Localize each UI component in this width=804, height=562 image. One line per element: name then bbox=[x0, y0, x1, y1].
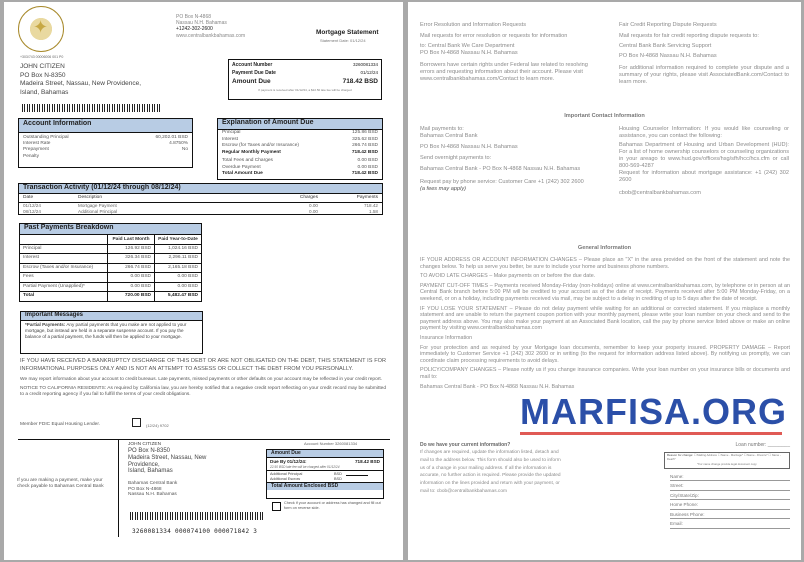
cell: 0.00 bbox=[309, 203, 318, 208]
text-line: PO Box N-4868 Nassau N.H. Bahamas bbox=[619, 53, 717, 59]
cell: 5,482.47 BSD bbox=[155, 292, 202, 302]
form-text: If changes are required, update the information listed, detach and mail to the address below. This form should also be used to inform us of a change in your mailing address. If all the information is accurate, no further action is required. Please provide the updated information on the lines provided and return with your payment, or mail to: cbob@centralbankbahamas.com bbox=[420, 450, 561, 495]
watermark-underline bbox=[520, 432, 782, 435]
cell: 2,296.11 BSD bbox=[155, 254, 202, 264]
table-header-row bbox=[20, 235, 202, 245]
account-information-box bbox=[18, 118, 193, 168]
address-line: Providence, bbox=[128, 461, 160, 468]
star-icon: ✦ bbox=[33, 17, 49, 37]
row-value: No bbox=[181, 147, 188, 153]
recipient-name: JOHN CITIZEN bbox=[20, 63, 65, 70]
cell: 0.00 BSD bbox=[155, 282, 202, 292]
form-title: Do we have your current information? bbox=[420, 442, 511, 449]
email-link: cbob@centralbankbahamas.com bbox=[619, 190, 701, 196]
mail-payments-section bbox=[420, 126, 590, 193]
additional-escrow-input[interactable] bbox=[346, 477, 368, 481]
text-line: to: Central Bank We Care Department bbox=[420, 43, 515, 49]
general-title: General Information bbox=[577, 245, 632, 251]
column-header: Date bbox=[23, 195, 34, 200]
row-value: 4.8750% bbox=[169, 141, 188, 147]
coupon-address bbox=[128, 442, 206, 498]
watermark: MARFISA.ORG bbox=[520, 391, 787, 433]
due-date-label: Payment Due Date bbox=[232, 70, 276, 76]
form-field[interactable] bbox=[670, 473, 790, 482]
section-title: Explanation of Amount Due bbox=[218, 119, 382, 130]
cell: 1.58 bbox=[369, 208, 378, 214]
bank-logo bbox=[18, 6, 64, 52]
text-line: Bahamas Central Bank - PO Box N-4868 Nassau N.H. Bahamas bbox=[420, 166, 581, 172]
row-value: 125.86 BSD bbox=[352, 130, 378, 135]
general-paragraph: Insurance Information bbox=[420, 334, 473, 341]
recipient-address bbox=[20, 63, 141, 97]
cell: Partial Payment (Unapplied)* bbox=[20, 282, 108, 292]
general-paragraph: For your protection and as required by your Mortgage loan documents, remember to keep your property insured. PROPERTY DAMAGE – Report immediately to Customer Service +1 (242) 302 2600 or in writing (to the request for information address listed above). By notifying us promptly, we can coordinate claim processing requirements to avoid delays. bbox=[420, 344, 790, 364]
field-label: Street: bbox=[670, 483, 684, 489]
field-label: Email: bbox=[670, 521, 683, 527]
cell: 08/12/24 bbox=[23, 208, 41, 214]
cell: 0.00 BSD bbox=[108, 273, 155, 283]
watermark-block bbox=[520, 391, 790, 436]
fees-note: (a fees may apply) bbox=[420, 186, 467, 192]
address-line: PO Box N-8350 bbox=[128, 448, 171, 454]
current-information-section bbox=[420, 442, 565, 530]
section-title: Amount Due bbox=[267, 450, 383, 458]
cell: 0.00 BSD bbox=[108, 282, 155, 292]
coupon-account-number: Account Number 3260081334 bbox=[304, 441, 358, 446]
text-line: Mail requests for fair credit reporting dispute requests to: bbox=[619, 33, 759, 39]
cell: 01/12/24 bbox=[23, 203, 41, 208]
cell: 0.00 bbox=[309, 208, 318, 214]
text-line: Send overnight payments to: bbox=[420, 155, 492, 161]
text-line: PO Box N-4868 Nassau N.H. Bahamas bbox=[420, 50, 518, 56]
row-label: Principal bbox=[222, 130, 241, 135]
row-label: Escrow (for Taxes and/or Insurance) bbox=[222, 143, 299, 149]
current-information-form bbox=[420, 442, 790, 530]
mail-code: +303/743 00006006 001 P0 bbox=[20, 55, 64, 59]
back-lower-flow bbox=[420, 257, 790, 530]
form-field[interactable] bbox=[670, 511, 790, 520]
additional-principal-input[interactable] bbox=[346, 472, 368, 476]
row-label: Prepayment bbox=[23, 147, 49, 153]
row-label: Penalty bbox=[23, 153, 39, 159]
row-value: 60,202.01 BSD bbox=[155, 135, 188, 140]
postal-barcode bbox=[22, 104, 160, 112]
due-date: 01/12/24 bbox=[360, 70, 378, 75]
address-change-checkbox[interactable] bbox=[272, 502, 281, 511]
cell: 126.92 BSD bbox=[108, 244, 155, 254]
general-paragraph: POLICY/COMPANY CHANGES – Please notify us if you change insurance companies. Write your loan number on your insurance bills or documents and mail to: bbox=[420, 367, 790, 380]
row-value: 0.00 BSD bbox=[357, 164, 378, 170]
text-block: Bahamas Department of Housing and Urban Development (HUD): For a list of home ownership counselors or counseling organizations in your areago to www.hud.gov/offices/hsg/sfh/hcc/hcs.cfm or call 800-569-4287 bbox=[619, 142, 789, 169]
section-title: Account Information bbox=[19, 119, 192, 133]
general-paragraph: TO AVOID LATE CHARGES – Make payments on or before the due date. bbox=[420, 273, 596, 280]
form-field[interactable] bbox=[670, 492, 790, 501]
rights-text: Borrowers have certain rights under Federal law related to resolving errors and requesting information about their account. Please visit www.centralbankbahamas.com/Contact to learn more. bbox=[420, 62, 588, 82]
explanation-row bbox=[218, 150, 382, 157]
bank-phone: +1242-302-2600 bbox=[176, 26, 213, 33]
change-form-fields bbox=[664, 473, 790, 529]
payee-line: Nassau N.H. Bahamas bbox=[128, 492, 177, 498]
cell: Interest bbox=[20, 254, 108, 264]
general-paragraph: Bahamas Central Bank - PO Box N-4868 Nassau N.H. Bahamas bbox=[420, 383, 575, 390]
credit-bureau-notice: We may report information about your account to credit bureaus. Late payments, missed payments or other defaults on your account may be reflected in your credit report. bbox=[20, 377, 382, 382]
statement-back-page bbox=[408, 2, 801, 560]
coupon-divider-vertical bbox=[118, 439, 119, 537]
general-paragraph: IF YOU LOSE YOUR STATEMENT – Please do not delay payment while waiting for an additional or corrected statement. If you misplace a monthly statement and are unable to return the payment coupon portion with your monthly payment, please write your loan number on your check and send to the payment address above. You may also make your payment at an Associated Bank location, call the pay by phone service listed above or make an online payment by visiting www.centralbankbahamas.com bbox=[420, 305, 790, 332]
general-paragraph: PAYMENT CUT-OFF TIMES – Payments received Monday-Friday (non-holidays) online at www.centralbankbahamas.com, by telephone or in person at an Central Bank branch before 5:00 PM will be credited to your account as of the date of receipt. Payments received after 5:00 PM Monday-Friday, on a weekend, or on a holiday, including payments received via mail, may be subject to a delay in crediting of up to 5 days after the date of receipt. bbox=[420, 282, 790, 302]
address-line: PO Box N-4868 bbox=[176, 14, 212, 20]
bank-address bbox=[176, 14, 245, 39]
statement-title: Mortgage Statement bbox=[316, 29, 379, 36]
table-row bbox=[20, 292, 202, 302]
currency: BSD bbox=[334, 472, 342, 476]
coupon-divider bbox=[18, 439, 390, 440]
field-label: Home Phone: bbox=[670, 502, 699, 508]
table-row bbox=[20, 263, 202, 273]
field-label: Name: bbox=[670, 473, 684, 479]
address-line: Island, Bahamas bbox=[128, 468, 173, 475]
column-header: Description bbox=[78, 195, 102, 200]
account-number: 3260081334 bbox=[352, 62, 378, 67]
address-line: Madeira Street, Nassau, New bbox=[128, 454, 207, 461]
text-line: Bahamas Central Bank bbox=[420, 133, 478, 139]
cell: Total bbox=[20, 292, 108, 302]
fair-credit-section bbox=[619, 22, 789, 86]
section-title: Important Messages bbox=[21, 312, 202, 321]
phone-service: Request pay by phone service: Customer Care +1 (242) 302 2600 bbox=[420, 179, 584, 185]
text-line: Central Bank Bank Servicing Support bbox=[619, 43, 712, 49]
amount-due-label: Amount Due bbox=[232, 78, 271, 85]
general-information bbox=[420, 257, 790, 390]
text-line: Mail requests for error resolution or requests for information bbox=[420, 33, 568, 39]
address-line: Island, Bahamas bbox=[20, 88, 69, 96]
reason-for-change-box bbox=[664, 452, 790, 469]
column-header: Payments bbox=[356, 195, 378, 200]
cell: Additional Principal bbox=[78, 208, 118, 214]
total-enclosed-label: Total Amount Enclosed bbox=[271, 483, 327, 489]
bank-website: www.centralbankbahamas.com bbox=[176, 32, 246, 39]
cell: 720.00 BSD bbox=[108, 292, 155, 302]
bankruptcy-disclaimer: IF YOU HAVE RECEIVED A BANKRUPTCY DISCHARGE OF THIS DEBT OR ARE NOT OBLIGATED ON THE DEBT, THIS STATEMENT IS FOR INFORMATIONAL PURPOSES ONLY AND IS NOT AN ATTEMPT TO ASSESS OR COLLECT THE DEBT FROM YOU PERSONALLY. bbox=[20, 358, 386, 372]
column-header bbox=[20, 235, 108, 245]
reason-label: Reason for change: bbox=[667, 453, 694, 458]
coupon-amount-box bbox=[266, 449, 384, 499]
general-paragraph: IF YOUR ADDRESS OR ACCOUNT INFORMATION CHANGES – Please place an "X" in the area provided on the front of the statement and note the changes below. To help us serve you better, be sure to include your home and business phone numbers. bbox=[420, 257, 790, 270]
important-messages-box bbox=[20, 311, 203, 354]
explanation-row bbox=[218, 158, 382, 165]
row-label: Overdue Payment bbox=[222, 164, 261, 170]
table-row bbox=[20, 273, 202, 283]
row-value: 718.42 BSD bbox=[351, 171, 378, 177]
cell: Fees bbox=[20, 273, 108, 283]
field-label: City/State/Zip: bbox=[670, 492, 699, 498]
cell: 1,024.16 BSD bbox=[155, 244, 202, 254]
explanation-box bbox=[217, 118, 383, 180]
transaction-header bbox=[19, 194, 382, 203]
section-title: Error Resolution and Information Requests bbox=[420, 22, 527, 28]
due-amount: 718.42 BSD bbox=[354, 459, 380, 464]
cell: Mortgage Payment bbox=[78, 203, 117, 208]
coupon-barcode bbox=[130, 512, 263, 520]
table-row bbox=[20, 254, 202, 264]
row-label: Total Fees and Charges bbox=[222, 157, 273, 163]
address-line: Nassau N.H. Bahamas bbox=[176, 20, 227, 27]
cell: 718.42 bbox=[363, 203, 378, 208]
cell: 0.00 BSD bbox=[155, 273, 202, 283]
form-code: (12/24) 9702 bbox=[146, 423, 169, 428]
form-field[interactable] bbox=[670, 501, 790, 510]
column-header: Paid Year-to-Date bbox=[155, 235, 202, 245]
row-value: 325.62 BSD bbox=[352, 136, 378, 142]
amount-due: 718.42 BSD bbox=[342, 78, 378, 85]
field-label: Business Phone: bbox=[670, 511, 705, 517]
reason-note: *For name change provide legal document copy bbox=[697, 462, 757, 467]
text-line: PO Box N-4868 Nassau N.H. Bahamas bbox=[420, 144, 518, 150]
cell: 2,165.18 BSD bbox=[155, 263, 202, 273]
additional-principal-label: Additional Principal bbox=[270, 472, 303, 476]
recipient-name: JOHN CITIZEN bbox=[128, 442, 162, 447]
explanation-row bbox=[218, 130, 382, 137]
row-value: 0.00 BSD bbox=[357, 157, 378, 163]
row-value: 718.42 BSD bbox=[351, 150, 378, 156]
micr-line: 3260081334 000074100 000071842 3 bbox=[132, 528, 258, 535]
column-header: Charges bbox=[299, 195, 318, 200]
contact-title: Important Contact Information bbox=[564, 113, 645, 119]
statement-date: Statement Date: 01/12/24 bbox=[320, 38, 366, 43]
checkbox-label: Check if your account or address has changed and fill out form on reverse side. bbox=[284, 501, 381, 510]
message-lead: *Partial Payments: bbox=[25, 322, 66, 327]
statement-front-page bbox=[4, 2, 403, 560]
address-line: PO Box N-8350 bbox=[20, 71, 66, 79]
disclaimers bbox=[20, 358, 386, 399]
text-line: Mail payments to: bbox=[420, 126, 464, 132]
table-row bbox=[20, 282, 202, 292]
cell: Principal bbox=[20, 244, 108, 254]
error-resolution-section bbox=[420, 22, 595, 83]
payment-instructions: If you are making a payment, make your check payable to Bahamas Central Bank bbox=[17, 478, 104, 489]
housing-counselor-section bbox=[619, 126, 789, 197]
due-by-label: Due By 01/12/24: bbox=[270, 459, 307, 464]
text-block: Request for information about mortgage assistance: +1 (242) 302 2600 bbox=[619, 170, 789, 183]
account-number-label: Account Number bbox=[232, 62, 273, 68]
change-form bbox=[664, 442, 790, 530]
reason-options[interactable]: ☐ Mailing Address ☐ Name - Marriage* ☐ Name - Divorce* ☐ Name - Death* bbox=[667, 453, 781, 461]
currency: BSD bbox=[334, 477, 342, 481]
transaction-row bbox=[19, 209, 382, 215]
late-fee-note: If payment is received after 01/12/24, a $22.50 late fee will be charged bbox=[258, 88, 352, 92]
text-block: For additional information required to complete your dispute and a summary of your rights, please visit AssociatedBank.com/Contact to learn more. bbox=[619, 65, 789, 85]
row-label: Outstanding Principal bbox=[23, 135, 69, 140]
cell: Escrow (Taxes and/or Insurance) bbox=[20, 263, 108, 273]
row-label: Total Amount Due bbox=[222, 171, 263, 177]
cell: 266.74 BSD bbox=[108, 263, 155, 273]
table-row bbox=[20, 244, 202, 254]
loan-number-field[interactable]: Loan number: ________ bbox=[735, 442, 790, 449]
row-label: Regular Monthly Payment bbox=[222, 150, 281, 156]
currency: BSD bbox=[327, 483, 339, 489]
form-field[interactable] bbox=[670, 482, 790, 491]
address-line: Madeira Street, Nassau, New Providence, bbox=[20, 80, 142, 87]
text-block: Housing Counselor Information: If you would like counseling or assistance, you can contact the following: bbox=[619, 126, 789, 139]
equal-housing-icon bbox=[132, 418, 141, 427]
section-title: Fair Credit Reporting Dispute Requests bbox=[619, 22, 717, 28]
explanation-row bbox=[218, 171, 382, 178]
cell: 326.34 BSD bbox=[108, 254, 155, 264]
member-fdic: Member FDIC Equal Housing Lender. bbox=[20, 422, 100, 427]
section-title: Transaction Activity (01/12/24 through 08/12/24) bbox=[19, 184, 382, 194]
payee-line: Bahamas Central Bank bbox=[128, 481, 178, 487]
form-field[interactable] bbox=[670, 520, 790, 529]
row-label: Interest bbox=[222, 136, 238, 142]
additional-escrow-label: Additional Escrow bbox=[270, 477, 301, 481]
partial-payment-message bbox=[21, 321, 202, 342]
account-info-row bbox=[19, 154, 192, 160]
column-header: Paid Last Month bbox=[108, 235, 155, 245]
message-body: Any partial payments that you make are not applied to your mortgage, but instead are held in a separate suspense account. If you pay the balance of a partial payment, the funds will then be applied to your mortgage. bbox=[25, 322, 187, 340]
account-summary-box bbox=[228, 59, 382, 100]
row-value: 266.74 BSD bbox=[352, 143, 378, 149]
transaction-activity-box bbox=[18, 183, 383, 215]
payee-line: PO Box N-4868 bbox=[128, 486, 162, 492]
row-label: Interest Rate bbox=[23, 141, 51, 147]
section-title: Past Payments Breakdown bbox=[19, 223, 202, 234]
past-payments-box bbox=[19, 223, 202, 302]
california-notice: NOTICE TO CALIFORNIA RESIDENTS: As required by California law, you are hereby notified that a negative credit report reflecting on your credit record may be submitted to a credit reporting agency if you fail to fulfill the terms of your credit obligations. bbox=[20, 386, 386, 398]
late-note: 22.50 BSD late fee will be charged after 01/12/24 bbox=[267, 465, 383, 471]
